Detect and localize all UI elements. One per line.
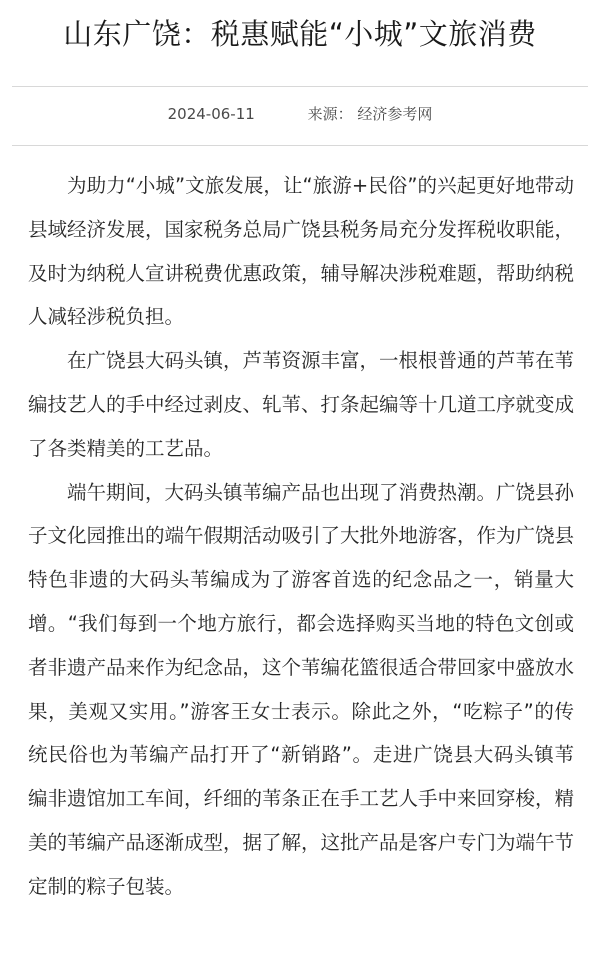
- meta-divider: [12, 145, 588, 146]
- article-title: 山东广饶：税惠赋能“小城”文旅消费: [63, 17, 537, 51]
- paragraph-1: 为助力“小城”文旅发展，让“旅游+民俗”的兴起更好地带动县域经济发展，国家税务总局广饶县税务局充分发挥税收职能，及时为纳税人宣讲税费优惠政策，辅导解决涉税难题，帮助纳税人减轻涉税负担。: [28, 174, 575, 329]
- source-name: 经济参考网: [357, 105, 433, 123]
- paragraph-3: 端午期间，大码头镇苇编产品也出现了消费热潮。广饶县孙子文化园推出的端午假期活动吸引了大批外地游客，作为广饶县特色非遗的大码头苇编成为了游客首选的纪念品之一，销量大增。“我们每到一个地方旅行，都会选择购买当地的特色文创或者非遗产品来作为纪念品，这个苇编花篮很适合带回家中盛放水果，美观又实用。”游客王女士表示。除此之外，“吃粽子”的传统民俗也为苇编产品打开了“新销路”。走进广饶县大码头镇苇编非遗馆加工车间，纤细的苇条正在手工艺人手中来回穿梭，精美的苇编产品逐渐成型，据了解，这批产品是客户专门为端午节定制的粽子包装。: [28, 480, 575, 898]
- article-meta: [0, 101, 600, 127]
- publish-date: 2024-06-11: [167, 105, 255, 123]
- source-label: 来源：: [307, 105, 353, 123]
- header-divider: [12, 86, 588, 87]
- paragraph-2: 在广饶县大码头镇，芦苇资源丰富，一根根普通的芦苇在苇编技艺人的手中经过剥皮、轧苇、打条起编等十几道工序就变成了各类精美的工艺品。: [28, 349, 575, 460]
- article-body: [28, 164, 574, 909]
